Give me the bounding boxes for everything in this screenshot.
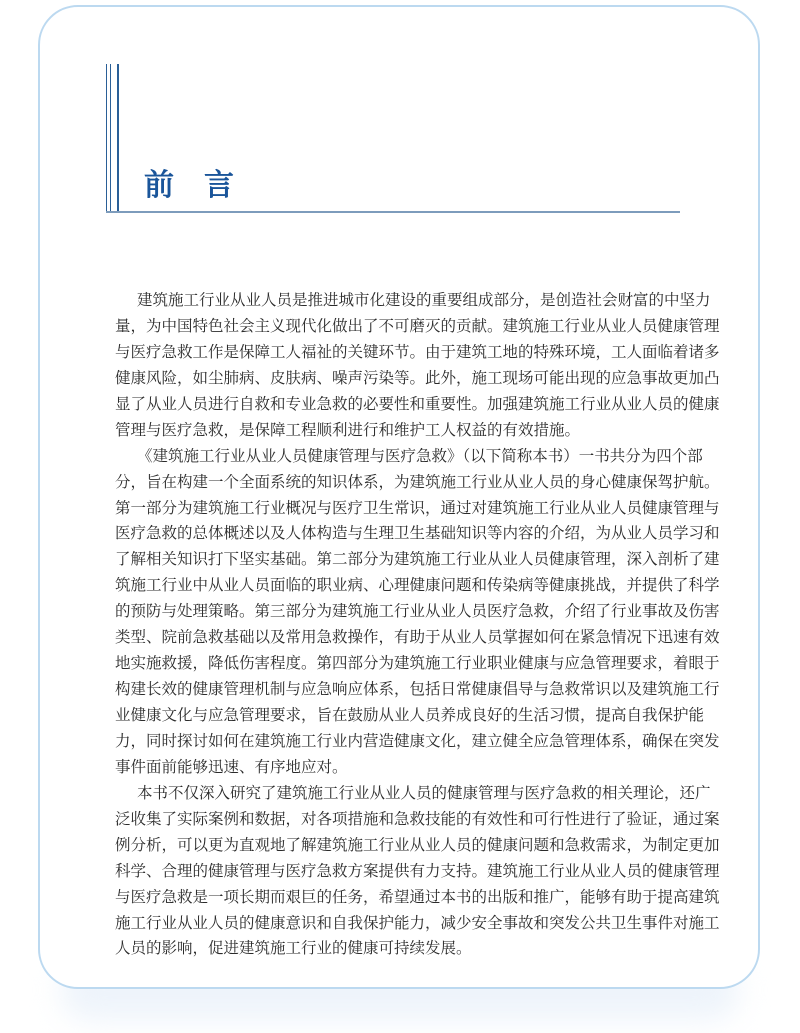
text-line: 筑施工行业中从业人员面临的职业病、心理健康问题和传染病等健康挑战，并提供了科学 bbox=[115, 576, 720, 595]
paragraph bbox=[115, 288, 720, 444]
text-line: 健康风险，如尘肺病、皮肤病、噪声污染等。此外，施工现场可能出现的应急事故更加凸 bbox=[115, 368, 720, 387]
text-line: 的预防与处理策略。第三部分为建筑施工行业从业人员医疗急救，介绍了行业事故及伤害 bbox=[115, 602, 720, 621]
heading-underline bbox=[106, 211, 680, 213]
text-line: 第一部分为建筑施工行业概况与医疗卫生常识，通过对建筑施工行业从业人员健康管理与 bbox=[115, 498, 720, 517]
text-line: 地实施救援，降低伤害程度。第四部分为建筑施工行业职业健康与应急管理要求，着眼于 bbox=[115, 654, 720, 673]
preface-body bbox=[115, 288, 720, 962]
text-line: 事件面前能够迅速、有序地应对。 bbox=[115, 757, 348, 776]
text-line: 与医疗急救是一项长期而艰巨的任务，希望通过本书的出版和推广，能够有助于提高建筑 bbox=[115, 887, 720, 906]
title-char: 言 bbox=[204, 168, 236, 203]
text-line: 业健康文化与应急管理要求，旨在鼓励从业人员养成良好的生活习惯，提高自我保护能 bbox=[115, 706, 705, 724]
decor-vertical-line bbox=[117, 64, 119, 212]
text-line: 例分析，可以更为直观地了解建筑施工行业从业人员的健康问题和急救需求，为制定更加 bbox=[115, 835, 720, 854]
text-line: 力，同时探讨如何在建筑施工行业内营造健康文化，建立健全应急管理体系，确保在突发 bbox=[115, 731, 720, 750]
page-title bbox=[144, 160, 236, 204]
text-line: 人员的影响，促进建筑施工行业的健康可持续发展。 bbox=[115, 939, 472, 958]
text-line: 医疗急救的总体概述以及人体构造与生理卫生基础知识等内容的介绍，为从业人员学习和 bbox=[115, 524, 720, 543]
text-line: 施工行业从业人员的健康意识和自我保护能力，减少安全事故和突发公共卫生事件对施工 bbox=[115, 913, 720, 932]
paragraph bbox=[115, 781, 720, 963]
decor-vertical-line bbox=[110, 64, 111, 212]
text-line: 管理与医疗急救，是保障工程顺利进行和维护工人权益的有效措施。 bbox=[115, 420, 581, 439]
text-line: 本书不仅深入研究了建筑施工行业从业人员的健康管理与医疗急救的相关理论，还广 bbox=[137, 783, 711, 802]
text-line: 泛收集了实际案例和数据，对各项措施和急救技能的有效性和可行性进行了验证，通过案 bbox=[115, 809, 720, 828]
text-line: 《建筑施工行业从业人员健康管理与医疗急救》（以下简称本书）一书共分为四个部 bbox=[137, 446, 703, 465]
text-line: 构建长效的健康管理机制与应急响应体系，包括日常健康倡导与急救常识以及建筑施工行 bbox=[115, 680, 720, 699]
text-line: 类型、院前急救基础以及常用急救操作，有助于从业人员掌握如何在紧急情况下迅速有效 bbox=[115, 628, 720, 647]
text-line: 科学、合理的健康管理与医疗急救方案提供有力支持。建筑施工行业从业人员的健康管理 bbox=[115, 861, 720, 880]
text-line: 分，旨在构建一个全面系统的知识体系，为建筑施工行业从业人员的身心健康保驾护航。 bbox=[115, 472, 720, 491]
title-char: 前 bbox=[144, 168, 176, 203]
text-line: 量，为中国特色社会主义现代化做出了不可磨灭的贡献。建筑施工行业从业人员健康管理 bbox=[115, 316, 720, 335]
text-line: 显了从业人员进行自救和专业急救的必要性和重要性。加强建筑施工行业从业人员的健康 bbox=[115, 394, 720, 413]
text-line: 与医疗急救工作是保障工人福祉的关键环节。由于建筑工地的特殊环境，工人面临着诸多 bbox=[115, 342, 720, 361]
text-line: 建筑施工行业从业人员是推进城市化建设的重要组成部分，是创造社会财富的中坚力 bbox=[137, 291, 711, 309]
paragraph bbox=[115, 444, 720, 781]
decor-vertical-line bbox=[106, 64, 107, 212]
text-line: 了解相关知识打下坚实基础。第二部分为建筑施工行业从业人员健康管理，深入剖析了建 bbox=[115, 550, 720, 569]
